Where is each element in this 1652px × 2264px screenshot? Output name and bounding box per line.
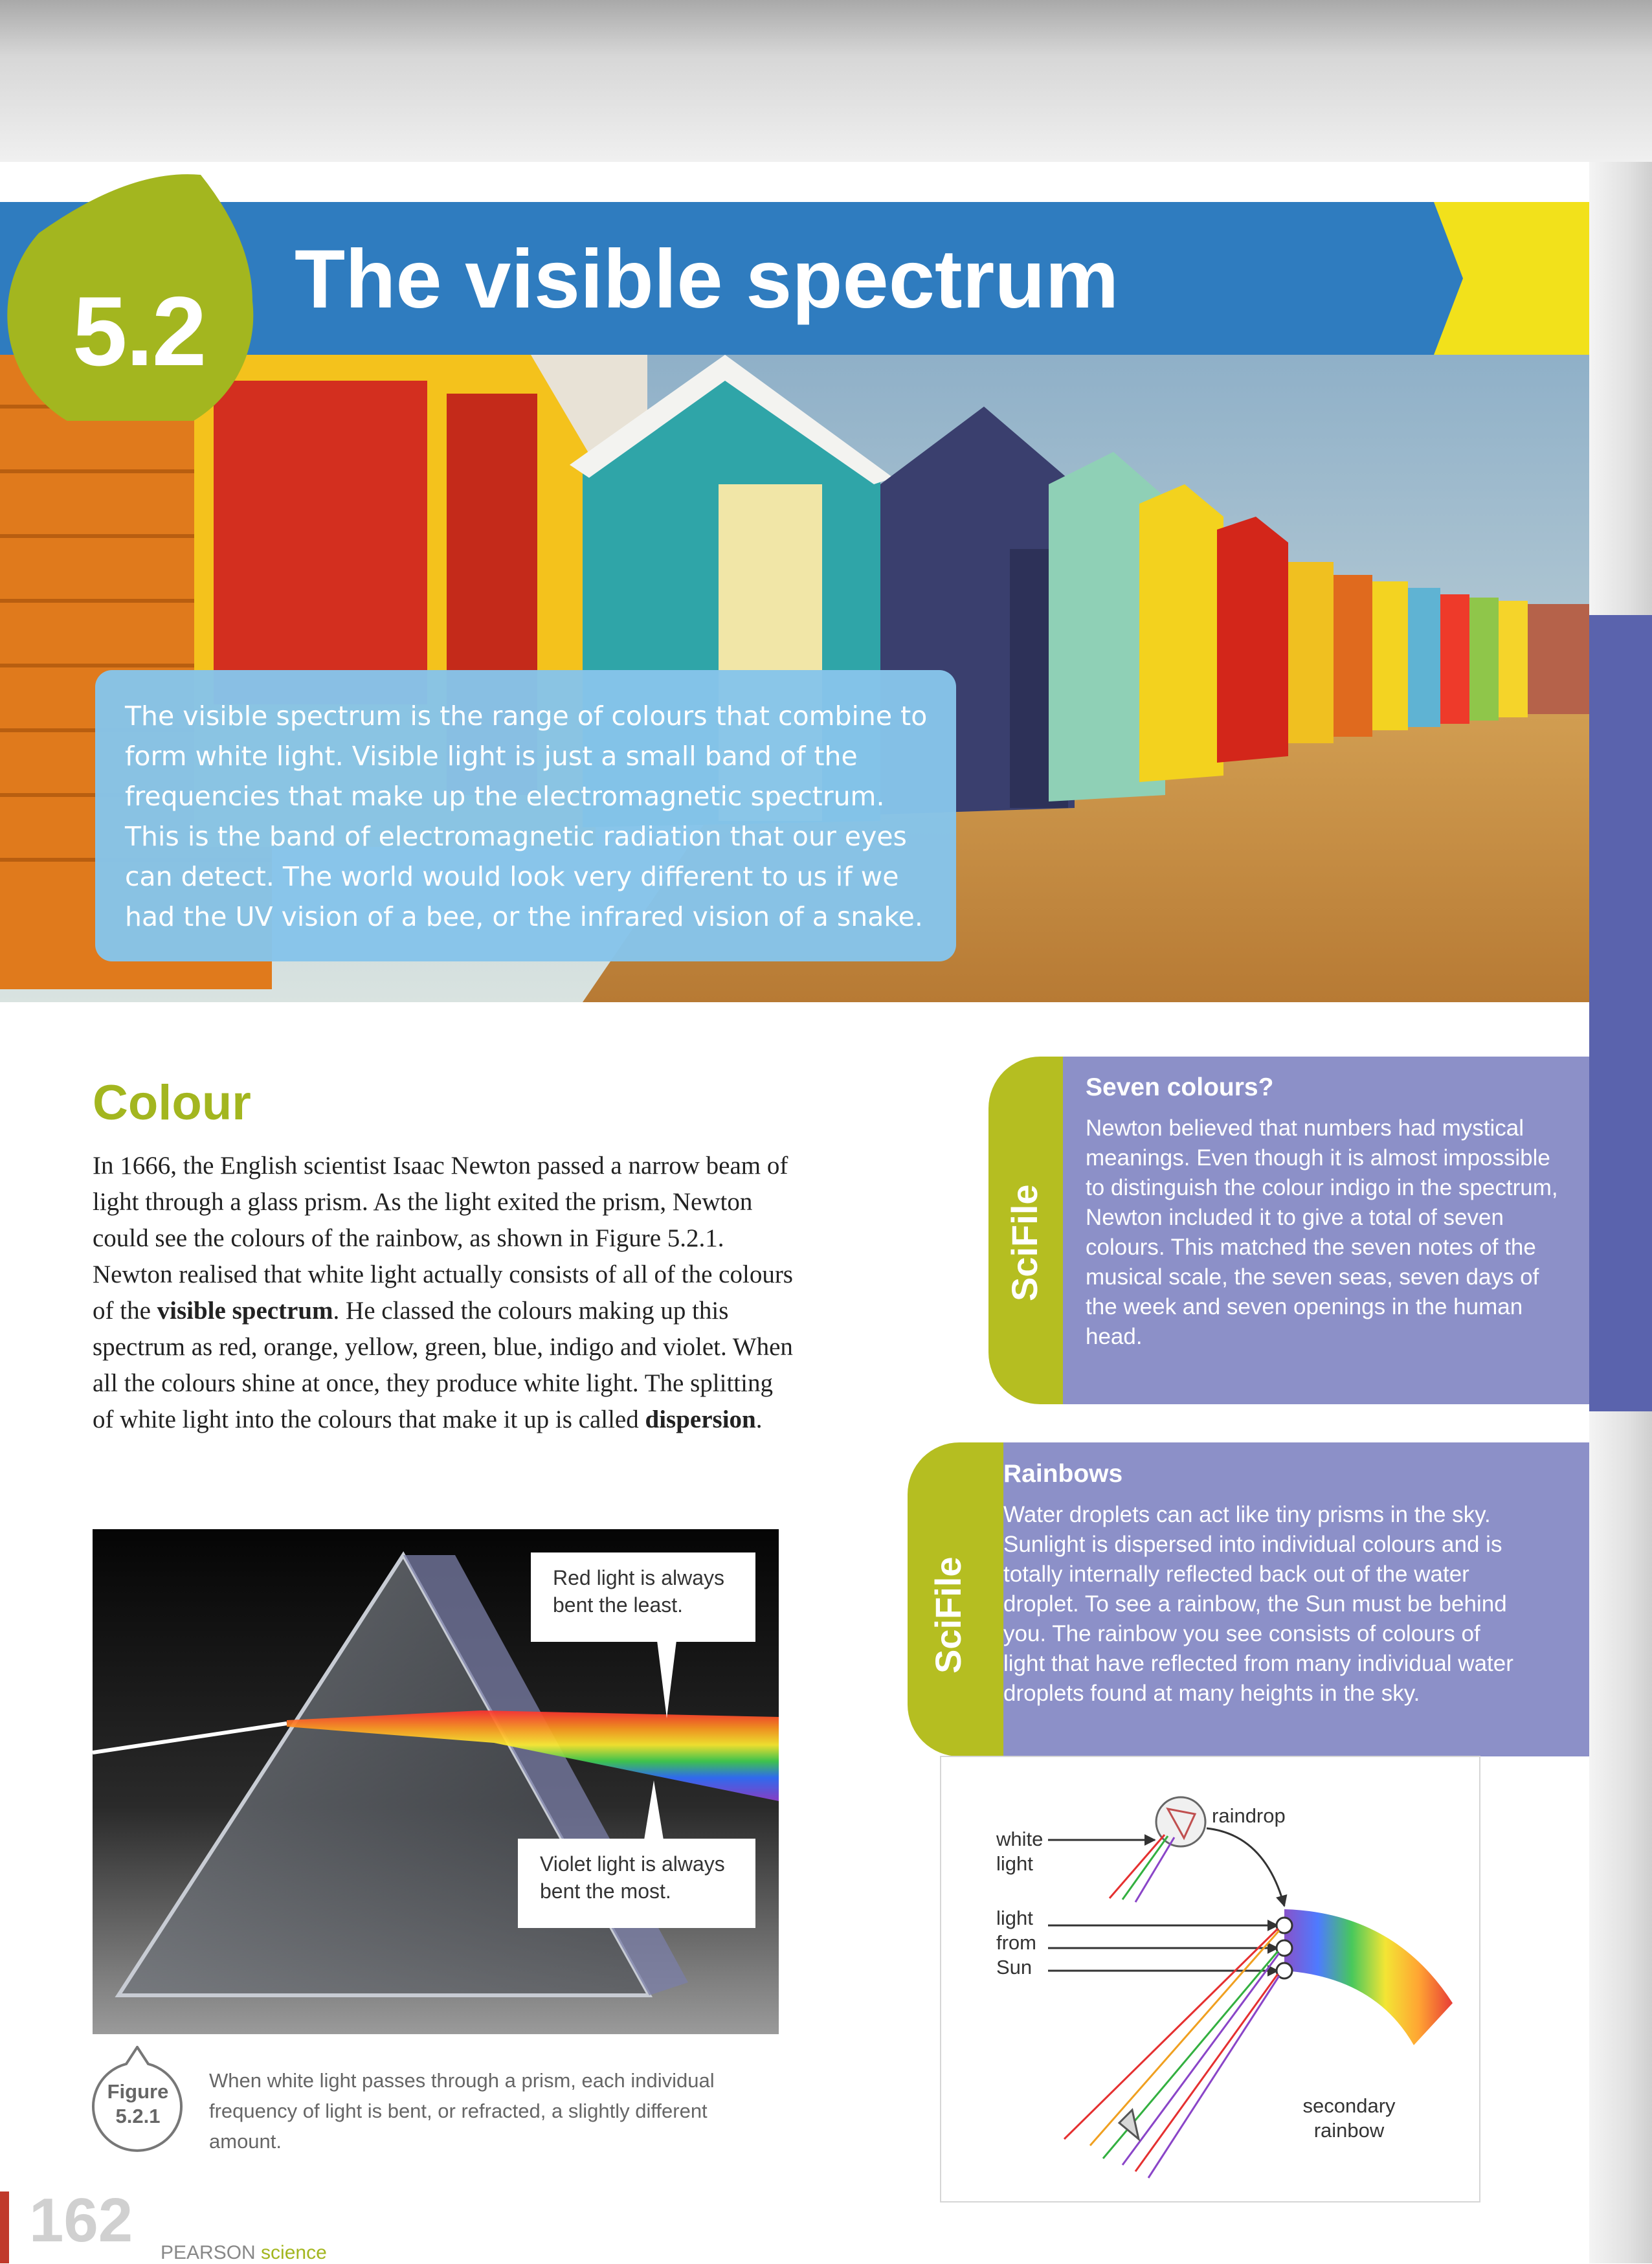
term-dispersion: dispersion <box>645 1406 756 1433</box>
figure-label-word: Figure <box>107 2080 169 2103</box>
colour-paragraph <box>93 1148 795 1438</box>
scifile-body: Newton believed that numbers had mystical meanings. Even though it is almost impossible to distinguish the colour indigo in the spectrum, Newton included it to give a total of seven colours. This matched the seven notes of the musical scale, the seven seas, seven days of the week and seven openings in the human head. <box>1086 1115 1558 1349</box>
label-secondary-rainbow <box>1281 2094 1417 2143</box>
figure-label-number: 5.2.1 <box>115 2105 161 2127</box>
label-raindrop: raindrop <box>1212 1804 1286 1827</box>
label-secondary: secondary <box>1302 2094 1396 2117</box>
callout-violet-pointer <box>638 1780 664 1840</box>
label-sun: Sun <box>996 1956 1032 1978</box>
callout-red-light: Red light is always bent the least. <box>531 1552 755 1642</box>
scifile-tab-label: SciFile <box>1004 1184 1045 1301</box>
scifile-title: Seven colours? <box>1086 1073 1274 1101</box>
label-light-from-sun <box>996 1906 1036 1980</box>
banner-chevron-front <box>1385 202 1463 355</box>
colour-text-2: . He classed the colours making up this spectrum as red, orange, yellow, green, blue, indigo and violet. When all the colours shine at once, they produce white light. The splitting of white light into the colours that make it up is called <box>93 1297 793 1433</box>
scifile-body: Water droplets can act like tiny prisms in the sky. Sunlight is dispersed into individual colours and is totally internally reflected back out of the water droplet. To see a rainbow, the Sun must be behind you. The rainbow you see consists of colours of light that have reflected from many individual water droplets found at many heights in the sky. <box>1003 1502 1513 1706</box>
footer-red-edge <box>0 2191 9 2263</box>
callout-red-pointer <box>654 1641 680 1718</box>
callout-violet-light: Violet light is always bent the most. <box>518 1839 755 1928</box>
intro-text: The visible spectrum is the range of colours that combine to form white light. Visible light is just a small band of the frequencies that make up the electromagnetic spectrum. This is the band of electromagnetic radiation that our eyes can detect. The world would look very different to us if we had the UV vision of a bee, or the infrared vision of a snake. <box>125 700 928 932</box>
label-white: white <box>996 1828 1044 1850</box>
edge-chapter-tab <box>1589 615 1652 1411</box>
label-light-2: light <box>996 1907 1033 1929</box>
scifile-tab-label: SciFile <box>928 1556 968 1674</box>
page-top-shadow <box>0 0 1652 162</box>
figure-label <box>97 2079 179 2129</box>
colour-text-1: In 1666, the English scientist Isaac Newton passed a narrow beam of light through a glass prism. As the light exited the prism, Newton could see the colours of the rainbow, as shown in Figure 5.2.1. Newton realised that white light actually consists of all of the colours of the <box>93 1152 793 1325</box>
colour-heading: Colour <box>93 1075 251 1130</box>
label-light: light <box>996 1852 1033 1875</box>
label-white-light <box>996 1827 1043 1876</box>
footer-brand-science: science <box>261 2242 327 2263</box>
scifile-title: Rainbows <box>1003 1460 1123 1488</box>
section-number: 5.2 <box>73 276 206 387</box>
footer-brand <box>161 2242 327 2264</box>
label-from: from <box>996 1931 1036 1954</box>
figure-caption: When white light passes through a prism, each individual frequency of light is bent, or refracted, a slightly different amount. <box>209 2069 715 2153</box>
page-number: 162 <box>29 2186 133 2255</box>
page-title: The visible spectrum <box>295 233 1119 326</box>
term-visible-spectrum: visible spectrum <box>157 1297 333 1325</box>
footer-brand-pearson: PEARSON <box>161 2242 262 2263</box>
rainbow-diagram <box>940 1756 1480 2202</box>
colour-text-3: . <box>755 1406 763 1433</box>
label-rainbow: rainbow <box>1313 2119 1385 2142</box>
